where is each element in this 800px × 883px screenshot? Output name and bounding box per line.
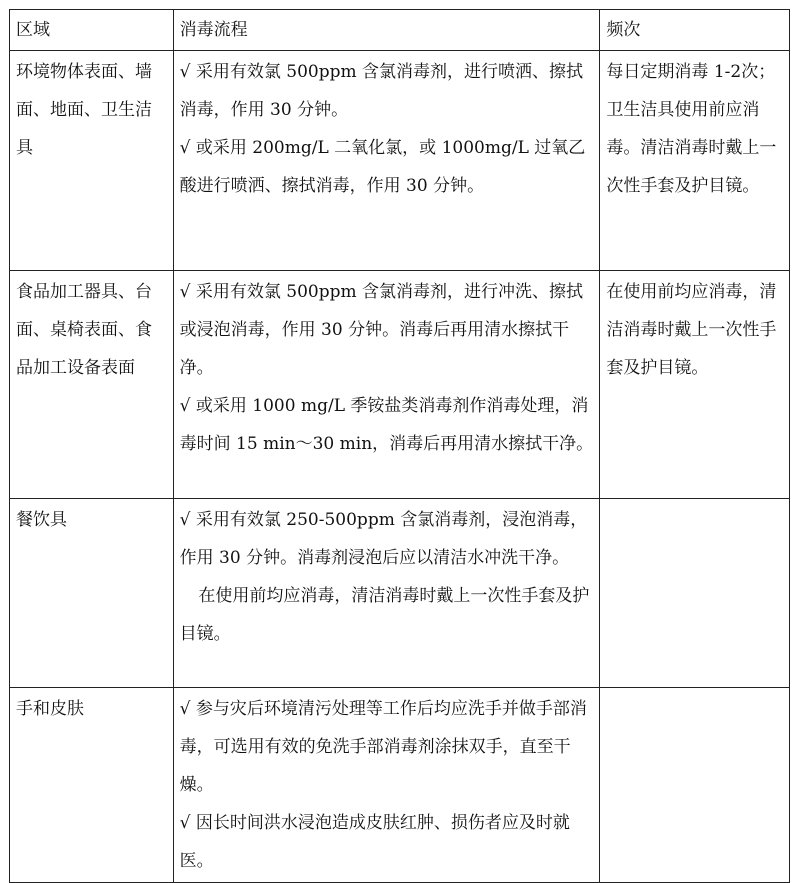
row-process — [173, 51, 600, 271]
row-frequency: 每日定期消毒 1-2次；卫生洁具使用前应消毒。清洁消毒时戴上一次性手套及护目镜。 — [600, 51, 790, 271]
header-area: 区域 — [10, 10, 174, 51]
row-area: 食品加工器具、台面、桌椅表面、食品加工设备表面 — [10, 271, 174, 499]
row-process — [173, 271, 600, 499]
row-process — [173, 688, 600, 883]
header-frequency: 频次 — [600, 10, 790, 51]
header-process: 消毒流程 — [173, 10, 600, 51]
table-row — [10, 51, 790, 271]
process-step: √ 参与灾后环境清污处理等工作后均应洗手并做手部消毒，可选用有效的免洗手部消毒剂涂抹双手，直至干燥。 — [179, 699, 587, 795]
row-frequency — [600, 499, 790, 688]
table-row — [10, 271, 790, 499]
row-area: 餐饮具 — [10, 499, 174, 688]
process-step: √ 或采用 1000 mg/L 季铵盐类消毒剂作消毒处理，消毒时间 15 min～30 min，消毒后再用清水擦拭干净。 — [179, 396, 594, 454]
process-step: √ 采用有效氯 500ppm 含氯消毒剂，进行冲洗、擦拭或浸泡消毒，作用 30 分钟。消毒后再用清水擦拭干净。 — [179, 282, 584, 378]
row-frequency: 在使用前均应消毒，清洁消毒时戴上一次性手套及护目镜。 — [600, 271, 790, 499]
row-frequency — [600, 688, 790, 883]
table-row — [10, 499, 790, 688]
process-step: 在使用前均应消毒，清洁消毒时戴上一次性手套及护目镜。 — [179, 586, 590, 644]
process-step: √ 或采用 200mg/L 二氧化氯，或 1000mg/L 过氧乙酸进行喷洒、擦拭消毒，作用 30 分钟。 — [179, 138, 586, 196]
row-area: 手和皮肤 — [10, 688, 174, 883]
process-step: √ 采用有效氯 500ppm 含氯消毒剂，进行喷洒、擦拭消毒，作用 30 分钟。 — [179, 62, 584, 120]
process-step: √ 因长时间洪水浸泡造成皮肤红肿、损伤者应及时就医。 — [179, 813, 570, 871]
row-process — [173, 499, 600, 688]
disinfection-table — [9, 9, 790, 883]
row-area: 环境物体表面、墙面、地面、卫生洁具 — [10, 51, 174, 271]
table-header-row — [10, 10, 790, 51]
table-row — [10, 688, 790, 883]
process-step: √ 采用有效氯 250-500ppm 含氯消毒剂，浸泡消毒，作用 30 分钟。消毒剂浸泡后应以清洁水冲洗干净。 — [179, 510, 588, 568]
